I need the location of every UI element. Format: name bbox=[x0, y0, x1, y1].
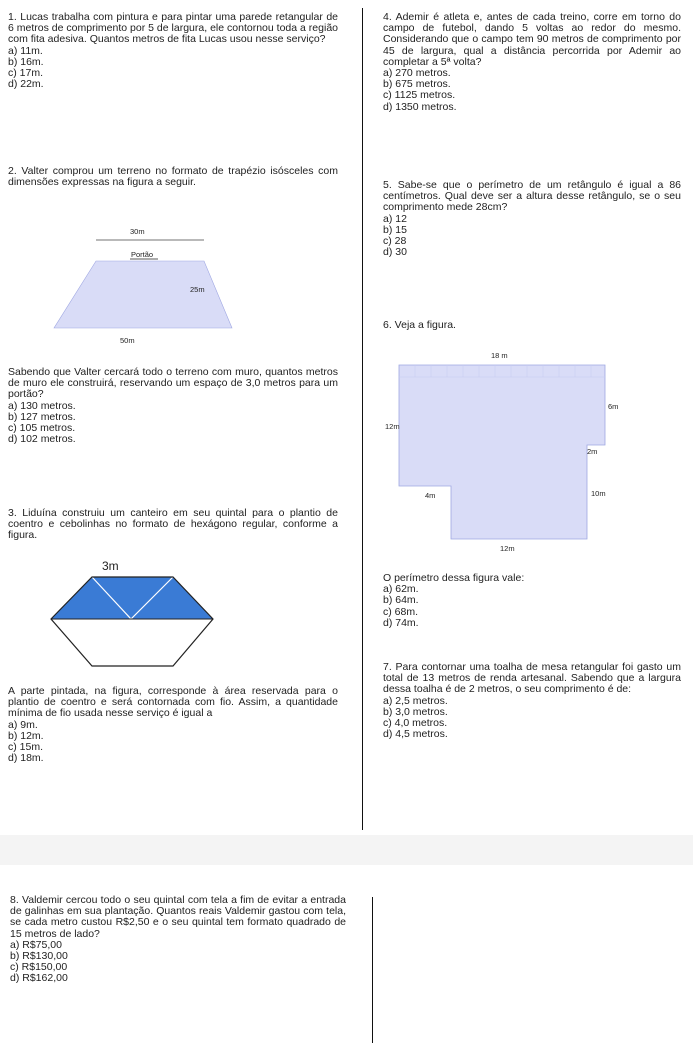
question-1-text: 1. Lucas trabalha com pintura e para pintar uma parede retangular de 6 metros de comprimento por 5 de largura, ele contornou toda a região com fita adesiva. Quantos metros de fita Lucas usou nesse serviço? bbox=[8, 11, 338, 46]
figure-shape bbox=[399, 365, 605, 539]
q8-option-d[interactable]: d) R$162,00 bbox=[10, 972, 68, 985]
q3-option-b[interactable]: b) 12m. bbox=[8, 729, 44, 742]
question-7 bbox=[383, 662, 681, 740]
figure-bottom-label: 12m bbox=[500, 544, 515, 553]
q8-option-c[interactable]: c) R$150,00 bbox=[10, 961, 68, 974]
question-4 bbox=[383, 12, 681, 113]
question-3-text2: A parte pintada, na figura, corresponde à área reservada para o plantio de coentro e será contornada com fio. Assim, a quantidade mínima de fio usada nesse serviço é igual a bbox=[8, 685, 338, 720]
q2-option-a[interactable]: a) 130 metros. bbox=[8, 399, 76, 412]
q4-option-c[interactable]: c) 1125 metros. bbox=[383, 89, 456, 102]
question-5-text: 5. Sabe-se que o perímetro de um retângulo é igual a 86 centímetros. Qual deve ser a altura desse retângulo, se o seu comprimento mede 28cm? bbox=[383, 179, 681, 214]
q8-option-b[interactable]: b) R$130,00 bbox=[10, 950, 68, 963]
q5-option-d[interactable]: d) 30 bbox=[383, 246, 407, 259]
figure-left-label: 12m bbox=[385, 422, 400, 431]
question-8-text: 8. Valdemir cercou todo o seu quintal com tela a fim de evitar a entrada de galinhas em sua plantação. Quantos reais Valdemir gastou com tela, se cada metro custou R$2,50 e o seu quintal tem formato quadrado de 15 metros de lado? bbox=[10, 894, 346, 940]
q4-option-d[interactable]: d) 1350 metros. bbox=[383, 100, 457, 113]
question-2-part2 bbox=[8, 367, 338, 445]
q6-option-a[interactable]: a) 62m. bbox=[383, 583, 419, 596]
q1-option-c[interactable]: c) 17m. bbox=[8, 67, 44, 80]
question-7-text: 7. Para contornar uma toalha de mesa retangular foi gasto um total de 13 metros de renda artesanal. Sabendo que a largura dessa toalha é de 2 metros, o seu comprimento é de: bbox=[383, 661, 681, 696]
question-2 bbox=[8, 166, 338, 188]
question-3-text: 3. Liduína construiu um canteiro em seu quintal para o plantio de coentro e cebolinhas no formato de hexágono regular, conforme a figura. bbox=[8, 507, 338, 542]
column-divider-top bbox=[362, 8, 363, 830]
q1-option-d[interactable]: d) 22m. bbox=[8, 78, 44, 91]
q8-option-a[interactable]: a) R$75,00 bbox=[10, 938, 62, 951]
q4-option-b[interactable]: b) 675 metros. bbox=[383, 78, 451, 91]
figure-right-bottom-label: 10m bbox=[591, 489, 606, 498]
hexagon-figure bbox=[30, 556, 240, 680]
q3-option-d[interactable]: d) 18m. bbox=[8, 752, 44, 765]
q5-option-b[interactable]: b) 15 bbox=[383, 223, 407, 236]
column-divider-bottom bbox=[372, 897, 373, 1043]
trapezoid-bottom-label: 50m bbox=[120, 336, 135, 345]
polygon-figure bbox=[365, 346, 635, 558]
q2-option-c[interactable]: c) 105 metros. bbox=[8, 422, 76, 435]
q6-option-d[interactable]: d) 74m. bbox=[383, 616, 419, 629]
q3-option-a[interactable]: a) 9m. bbox=[8, 718, 38, 731]
q1-option-a[interactable]: a) 11m. bbox=[8, 44, 43, 57]
figure-right-top-label: 6m bbox=[608, 402, 619, 411]
figure-top-label: 18 m bbox=[491, 351, 508, 360]
question-6 bbox=[383, 320, 681, 331]
question-2-text2: Sabendo que Valter cercará todo o terreno com muro, quantos metros de muro ele construirá, reservando um espaço de 3,0 metros para um portão? bbox=[8, 366, 338, 401]
trapezoid-top-label: 30m bbox=[130, 227, 145, 236]
question-6-part2 bbox=[383, 573, 681, 629]
question-5 bbox=[383, 180, 681, 258]
trapezoid-gate-label: Portão bbox=[131, 250, 154, 259]
q6-option-c[interactable]: c) 68m. bbox=[383, 605, 419, 618]
hexagon-shaded-region bbox=[51, 577, 213, 619]
q7-option-a[interactable]: a) 2,5 metros. bbox=[383, 694, 448, 707]
trapezoid-side-label: 25m bbox=[190, 285, 205, 294]
q7-option-b[interactable]: b) 3,0 metros. bbox=[383, 705, 448, 718]
q2-option-d[interactable]: d) 102 metros. bbox=[8, 433, 76, 446]
q1-option-b[interactable]: b) 16m. bbox=[8, 55, 44, 68]
hexagon-side-label: 3m bbox=[102, 559, 119, 573]
question-6-text2: O perímetro dessa figura vale: bbox=[383, 572, 525, 584]
question-8 bbox=[10, 895, 346, 985]
q6-option-b[interactable]: b) 64m. bbox=[383, 594, 419, 607]
question-1 bbox=[8, 12, 338, 90]
q7-option-d[interactable]: d) 4,5 metros. bbox=[383, 728, 448, 741]
question-6-text: 6. Veja a figura. bbox=[383, 319, 456, 331]
q4-option-a[interactable]: a) 270 metros. bbox=[383, 67, 451, 80]
trapezoid-figure bbox=[50, 222, 260, 346]
q7-option-c[interactable]: c) 4,0 metros. bbox=[383, 717, 448, 730]
q5-option-c[interactable]: c) 28 bbox=[383, 235, 407, 248]
q3-option-c[interactable]: c) 15m. bbox=[8, 741, 44, 754]
page-break-band bbox=[0, 835, 693, 865]
q5-option-a[interactable]: a) 12 bbox=[383, 212, 407, 225]
question-3-part2 bbox=[8, 686, 338, 764]
trapezoid-shape bbox=[54, 261, 232, 328]
figure-notch-height-label: 4m bbox=[425, 491, 436, 500]
question-3 bbox=[8, 508, 338, 542]
figure-notch-width-label: 2m bbox=[587, 447, 598, 456]
question-4-text: 4. Ademir é atleta e, antes de cada treino, corre em torno do campo de futebol, dando 5 voltas ao redor do mesmo. Considerando que o campo tem 90 metros de comprimento por 45 de largura, qual a distância percorrida por Ademir ao completar a 5ª volta? bbox=[383, 11, 681, 68]
question-2-text: 2. Valter comprou um terreno no formato de trapézio isósceles com dimensões expressas na figura a seguir. bbox=[8, 165, 338, 189]
q2-option-b[interactable]: b) 127 metros. bbox=[8, 410, 76, 423]
